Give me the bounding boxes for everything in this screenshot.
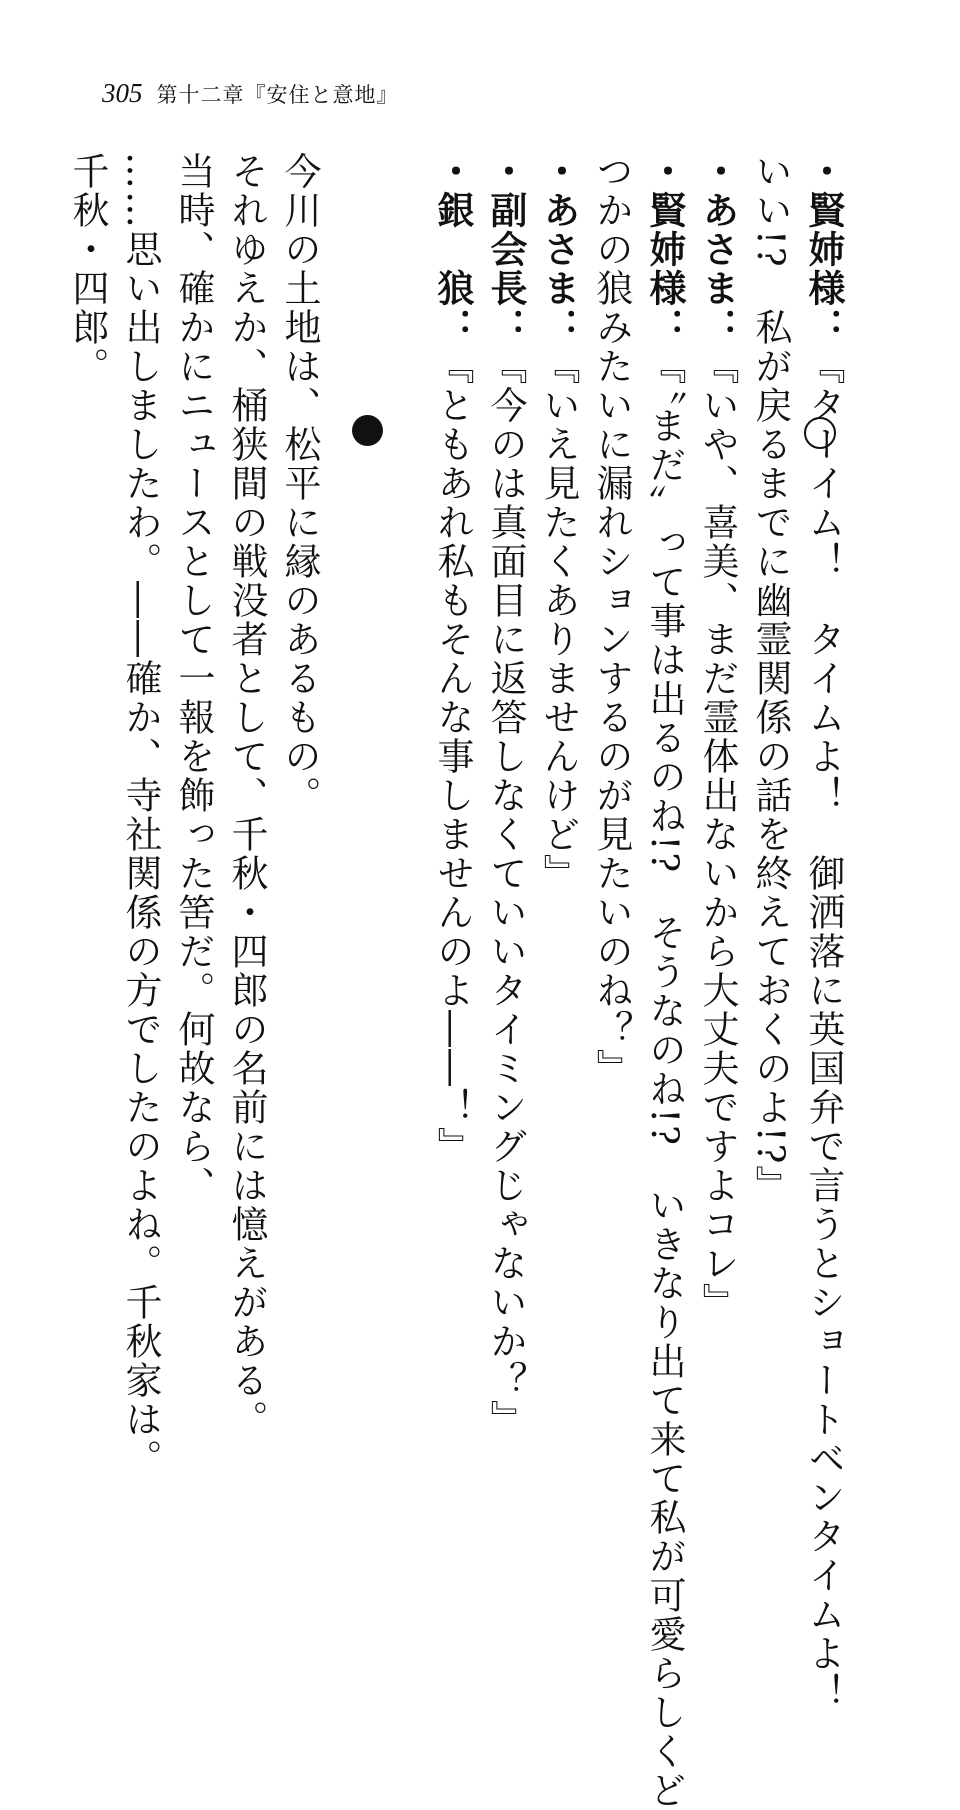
dialogue-text: 『今のは真面目に返答しなくていいタイミングじゃないか？』 xyxy=(484,347,527,1439)
scene-break xyxy=(326,152,426,1332)
page-number: 305 xyxy=(102,78,143,108)
dialogue-continuation: つかの狼みたいに漏れションするのが見たいのね？』 xyxy=(590,152,633,1088)
dialogue-text: 『ターイム！ タイムよ！ 御洒落に英国弁で言うとショートベンタイムよ！ xyxy=(802,347,845,1712)
dialogue-text: 『ともあれ私もそんな事しませんのよ――！』 xyxy=(431,347,474,1166)
narration-line: 当時、確かにニュースとして一報を飾った筈だ。何故なら、 xyxy=(172,152,215,1205)
dialogue-text: 『いや、喜美、まだ霊体出ないから大丈夫ですよコレ』 xyxy=(696,347,739,1322)
dialogue-line xyxy=(797,152,850,1712)
dialogue-line xyxy=(532,152,585,1332)
narration-line: 千秋・四郎。 xyxy=(66,152,109,386)
chapter-title: 第十二章『安住と意地』 xyxy=(156,83,399,107)
narration-line: それゆえか、桶狭間の戦没者として、千秋・四郎の名前には憶えがある。 xyxy=(225,152,268,1439)
dialogue-text: 『〝まだ〟って事は出るのね!? そうなのね!? いきなり出て来て私が可愛らしくど xyxy=(643,347,686,1810)
dialogue-text: 『いえ見たくありませんけど』 xyxy=(537,347,580,893)
speaker-name: ・賢姉様： xyxy=(802,152,845,347)
dialogue-continuation-line xyxy=(585,152,638,1332)
speaker-name: ・賢姉様： xyxy=(643,152,686,347)
dialogue-line xyxy=(479,152,532,1439)
dialogue-continuation: いい!? 私が戻るまでに幽霊関係の話を終えておくのよ!?』 xyxy=(749,152,792,1205)
speaker-name: ・副会長： xyxy=(484,152,527,347)
dialogue-line xyxy=(426,152,479,1332)
speaker-name: ・銀 狼： xyxy=(431,152,474,347)
dialogue-continuation-line xyxy=(744,152,797,1332)
dialogue-line xyxy=(638,152,691,1810)
page-header xyxy=(102,78,399,114)
vertical-text-body xyxy=(61,152,850,1810)
speaker-name: ・あさま： xyxy=(537,152,580,347)
narration-line: 今川の土地は、松平に縁のあるもの。 xyxy=(278,152,321,815)
dialogue-line xyxy=(691,152,744,1332)
speaker-name: ・あさま： xyxy=(696,152,739,347)
narration-line: ……思い出しましたわ。――確か、寺社関係の方でしたのよね。千秋家は。 xyxy=(119,152,162,1478)
